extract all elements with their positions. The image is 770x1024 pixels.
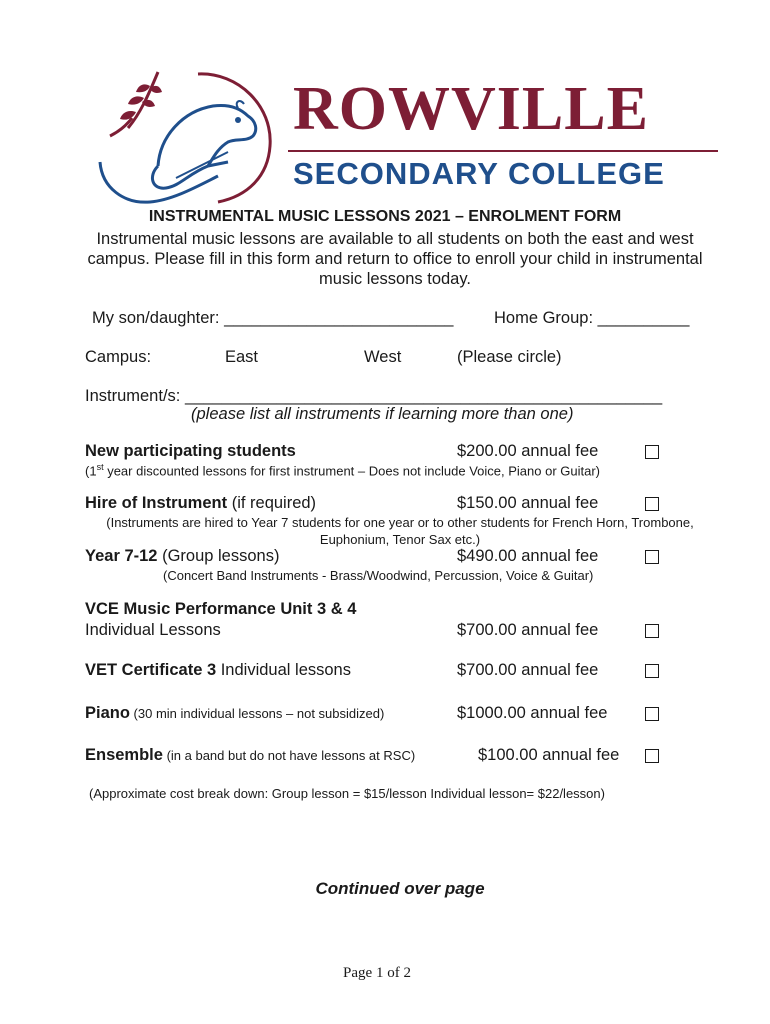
option-hire-checkbox[interactable] <box>645 497 659 511</box>
option-piano-checkbox[interactable] <box>645 707 659 721</box>
option-piano-fee: $1000.00 annual fee <box>457 704 608 722</box>
option-ensemble-title-bold: Ensemble <box>85 746 163 764</box>
option-vce-checkbox[interactable] <box>645 624 659 638</box>
cost-breakdown-note: (Approximate cost break down: Group lesson = $15/lesson Individual lesson= $22/lesson) <box>89 786 605 801</box>
option-vet-checkbox[interactable] <box>645 664 659 678</box>
option-vet-fee: $700.00 annual fee <box>457 661 599 679</box>
page-number: Page 1 of 2 <box>343 965 411 981</box>
note-superscript: st <box>96 462 104 472</box>
option-year-7-12-title-bold: Year 7-12 <box>85 547 158 565</box>
note-prefix: (1 <box>85 463 97 479</box>
option-vet-title-suffix: Individual lessons <box>216 661 351 679</box>
option-ensemble-title-suffix: (in a band but do not have lessons at RSC) <box>162 748 416 763</box>
option-hire-fee: $150.00 annual fee <box>457 494 599 512</box>
option-year-7-12-title <box>85 547 279 566</box>
option-vet-title-bold: VET Certificate 3 <box>85 661 217 679</box>
option-new-students-fee: $200.00 annual fee <box>457 442 599 460</box>
continued-note: Continued over page <box>315 879 485 898</box>
son-daughter-field[interactable]: My son/daughter: _________________________ <box>92 309 454 327</box>
logo-divider <box>288 150 718 152</box>
option-vce-subtitle: Individual Lessons <box>85 621 221 639</box>
option-vet-title <box>85 661 351 680</box>
campus-hint: (Please circle) <box>457 348 562 366</box>
option-hire-title-suffix: (if required) <box>227 494 317 512</box>
option-ensemble-title <box>85 746 415 765</box>
possum-emblem-icon <box>88 66 298 206</box>
campus-option-west[interactable]: West <box>364 348 402 366</box>
option-new-students-note <box>85 462 600 478</box>
option-vce-fee: $700.00 annual fee <box>457 621 599 639</box>
option-new-students-checkbox[interactable] <box>645 445 659 459</box>
option-hire-title-bold: Hire of Instrument <box>85 494 228 512</box>
instrument-field[interactable]: Instrument/s: ____________________________________________________ <box>85 387 663 405</box>
option-ensemble-checkbox[interactable] <box>645 749 659 763</box>
school-subtitle: SECONDARY COLLEGE <box>293 156 665 191</box>
option-new-students-title: New participating students <box>85 442 296 460</box>
option-year-7-12-note: (Concert Band Instruments - Brass/Woodwind, Percussion, Voice & Guitar) <box>163 568 594 583</box>
note-text: year discounted lessons for first instrument – Does not include Voice, Piano or Guitar) <box>103 463 600 479</box>
school-name: ROWVILLE <box>293 75 649 143</box>
option-piano-title-bold: Piano <box>85 704 130 722</box>
campus-label: Campus: <box>85 348 152 366</box>
campus-option-east[interactable]: East <box>225 348 259 366</box>
option-vce-title: VCE Music Performance Unit 3 & 4 <box>85 600 357 618</box>
option-hire-title <box>85 494 316 513</box>
option-year-7-12-checkbox[interactable] <box>645 550 659 564</box>
option-piano-title-suffix: (30 min individual lessons – not subsidized) <box>129 706 385 721</box>
school-logo <box>88 66 718 206</box>
instrument-hint: (please list all instruments if learning more than one) <box>191 405 574 423</box>
option-year-7-12-fee: $490.00 annual fee <box>457 547 599 565</box>
form-heading: INSTRUMENTAL MUSIC LESSONS 2021 – ENROLMENT FORM <box>148 208 622 225</box>
form-intro: Instrumental music lessons are available to all students on both the east and west campus. Please fill in this form and return to office to enroll your child in instrumental music lessons today. <box>87 230 703 288</box>
option-year-7-12-title-suffix: (Group lessons) <box>157 547 280 565</box>
home-group-field[interactable]: Home Group: __________ <box>494 309 690 327</box>
option-ensemble-fee: $100.00 annual fee <box>478 746 620 764</box>
option-piano-title <box>85 704 384 723</box>
option-hire-note: (Instruments are hired to Year 7 students for one year or to other students for French Horn, Trombone, Euphonium, Tenor Sax etc.) <box>106 515 694 547</box>
